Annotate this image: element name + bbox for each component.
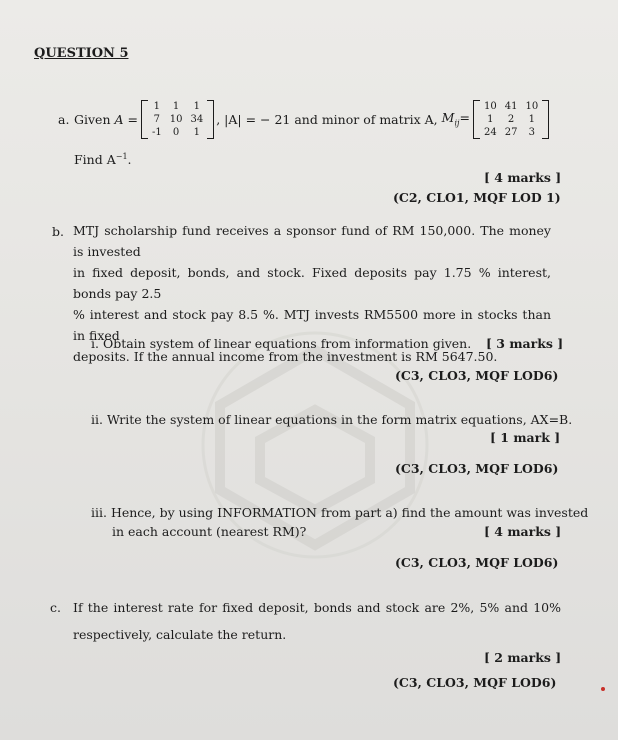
- matrix-a-cell: 0: [172, 126, 180, 138]
- part-c-line2: respectively, calculate the return.: [73, 627, 287, 642]
- part-c-label: c.: [50, 600, 61, 615]
- question-heading: QUESTION 5: [34, 46, 129, 61]
- part-b-iii-marks: [ 4 marks ]: [484, 524, 562, 539]
- matrix-m-cell: 1: [528, 113, 536, 125]
- matrix-m-cell: 24: [484, 126, 497, 138]
- find-inverse: Find $A^{-1}$.: [74, 152, 132, 168]
- matrix-a: [141, 100, 214, 139]
- part-b-i-clo: (C3, CLO3, MQF LOD6): [395, 368, 559, 383]
- paragraph-line: in fixed deposit, bonds, and stock. Fixed deposits pay 1.75 % interest, bonds pay 2.5: [73, 265, 551, 301]
- matrix-a-cell: 34: [190, 113, 204, 125]
- matrix-a-label: A =: [114, 111, 138, 127]
- matrix-a-cell: 1: [153, 100, 161, 112]
- matrix-m-cell: 41: [504, 100, 518, 112]
- part-b-iii-clo: (C3, CLO3, MQF LOD6): [395, 555, 559, 570]
- red-dot-mark: [601, 687, 605, 691]
- paragraph-line: MTJ scholarship fund receives a sponsor fund of RM 150,000. The money is invested: [73, 223, 551, 259]
- matrix-a-cell: 1: [193, 100, 201, 112]
- part-c-marks: [ 2 marks ]: [484, 650, 562, 665]
- matrix-a-cell: 7: [153, 113, 161, 125]
- matrix-m-cell: 1: [487, 113, 494, 125]
- part-b-ii-clo: (C3, CLO3, MQF LOD6): [395, 461, 559, 476]
- matrix-m-grid: [480, 100, 542, 139]
- given-text: Given: [74, 111, 111, 127]
- matrix-a-cell: 1: [193, 126, 201, 138]
- part-b-ii-marks: [ 1 mark ]: [490, 430, 561, 445]
- part-b-label: b.: [52, 224, 64, 239]
- matrix-a-cell: -1: [151, 126, 162, 138]
- part-b-i-marks: [ 3 marks ]: [486, 336, 564, 351]
- matrix-m-cell: 10: [484, 100, 497, 112]
- matrix-m-label: $M_{ij}=$: [441, 110, 470, 128]
- matrix-a-cell: 1: [172, 100, 180, 112]
- matrix-m-cell: 3: [528, 126, 536, 138]
- part-b-iii-line2: in each account (nearest RM)?: [112, 524, 307, 539]
- part-c-line1: If the interest rate for fixed deposit, bonds and stock are 2%, 5% and 10%: [73, 600, 561, 615]
- matrix-m-cell: 10: [525, 100, 539, 112]
- part-c-clo: (C3, CLO3, MQF LOD6): [393, 675, 557, 690]
- part-a-clo: (C2, CLO1, MQF LOD 1): [393, 190, 561, 205]
- matrix-m: [473, 100, 549, 139]
- paragraph-line: deposits. If the annual income from the investment is RM 5647.50.: [73, 349, 498, 364]
- matrix-m-cell: 2: [507, 113, 515, 125]
- determinant-text: , |A| = − 21 and minor of matrix A,: [216, 111, 438, 127]
- matrix-m-cell: 27: [504, 126, 518, 138]
- part-a-label: a.: [58, 112, 70, 127]
- paragraph-line: % interest and stock pay 8.5 %. MTJ invests RM5500 more in stocks than in fixed: [73, 307, 551, 343]
- part-b-iii-line1: iii. Hence, by using INFORMATION from part a) find the amount was invested: [91, 505, 589, 520]
- part-a-given: [74, 86, 549, 152]
- matrix-a-cell: 10: [169, 113, 183, 125]
- part-b-ii-text: ii. Write the system of linear equations in the form matrix equations, AX=B.: [91, 412, 573, 427]
- part-b-i-text: i. Obtain system of linear equations from information given.: [91, 336, 472, 351]
- part-a-marks: [ 4 marks ]: [484, 170, 562, 185]
- matrix-a-grid: [148, 100, 207, 139]
